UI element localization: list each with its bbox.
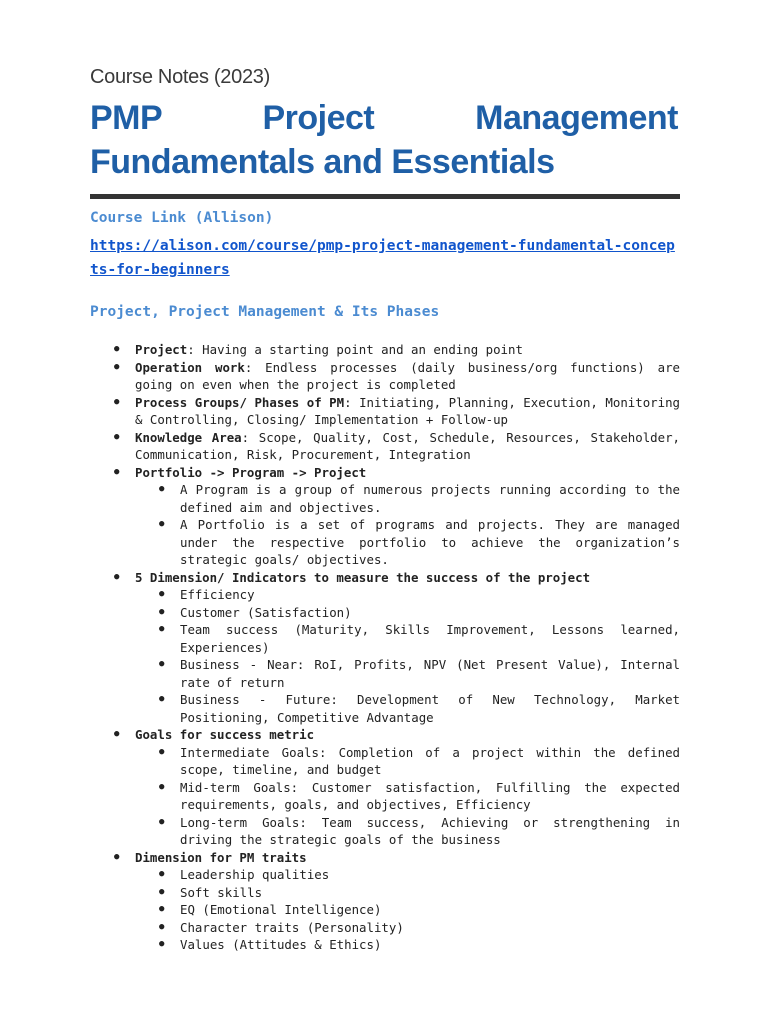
sub-list-item: ● EQ (Emotional Intelligence)	[135, 901, 680, 919]
list-item-text: Having a starting point and an ending point	[194, 342, 523, 357]
sub-list-item: ● Business - Future: Development of New Technology, Market Positioning, Competitive Advantage	[135, 691, 680, 726]
list-item-separator: :	[187, 342, 195, 357]
sub-list-item: ● Team success (Maturity, Skills Improvement, Lessons learned, Experiences)	[135, 621, 680, 656]
list-item-term: Project	[135, 342, 188, 357]
list-item	[90, 429, 680, 464]
document-title: PMP Project Management Fundamentals and Essentials	[90, 99, 678, 181]
list-item-text: Endless processes (daily business/org functions) are going on even when the project is completed	[135, 359, 680, 392]
list-item-separator: :	[344, 394, 352, 410]
list-item	[90, 341, 680, 359]
sub-list-item: ● Character traits (Personality)	[135, 919, 680, 937]
list-item-term: Knowledge Area	[135, 429, 242, 445]
sub-list-item: ● Efficiency	[135, 586, 680, 604]
list-item-separator: :	[244, 359, 253, 375]
sub-list-item: ● Intermediate Goals: Completion of a project within the defined scope, timeline, and budget	[135, 744, 680, 779]
list-item-term: Process Groups/ Phases of PM	[135, 394, 345, 410]
sub-list-item: ● A Program is a group of numerous projects running according to the defined aim and objectives.	[135, 481, 680, 516]
list-item	[90, 569, 680, 727]
list-item-term: Dimension for PM traits	[135, 849, 307, 865]
list-item-term: 5 Dimension/ Indicators to measure the success of the project	[135, 569, 591, 585]
sub-list-item: ● Leadership qualities	[135, 866, 680, 884]
notes-list	[90, 341, 680, 954]
list-item-term: Operation work	[135, 359, 245, 375]
list-item	[90, 359, 680, 394]
sub-list	[135, 481, 680, 569]
list-item	[90, 849, 680, 954]
sub-list	[135, 866, 680, 954]
course-link-url[interactable]: https://alison.com/course/pmp-project-management-fundamental-concepts-for-beginners	[90, 238, 675, 278]
list-item	[90, 394, 680, 429]
sub-list-item: ● Mid-term Goals: Customer satisfaction, Fulfilling the expected requirements, goals, and objectives, Efficiency	[135, 779, 680, 814]
sub-list-item: ● Long-term Goals: Team success, Achieving or strengthening in driving the strategic goals of the business	[135, 814, 680, 849]
list-item	[90, 726, 680, 849]
sub-list-item: ● Customer (Satisfaction)	[135, 604, 680, 622]
sub-list	[135, 586, 680, 726]
list-item-text: Scope, Quality, Cost, Schedule, Resources, Stakeholder, Communication, Risk, Procurement, Integration	[135, 429, 681, 462]
list-item-separator: :	[241, 429, 250, 445]
section-heading: Project, Project Management & Its Phases	[90, 304, 440, 320]
sub-list-item: ● Values (Attitudes & Ethics)	[135, 936, 680, 954]
list-item-term: Portfolio -> Program -> Project	[135, 464, 367, 480]
list-item-text: Initiating, Planning, Execution, Monitoring & Controlling, Closing/ Implementation + Follow-up	[135, 394, 681, 427]
sub-list	[135, 744, 680, 849]
sub-list-item: ● Soft skills	[135, 884, 680, 902]
course-link-label: Course Link (Allison)	[90, 210, 274, 226]
sub-list-item: ● A Portfolio is a set of programs and projects. They are managed under the respective portfolio to achieve the organization’s strategic goals/ objectives.	[135, 516, 680, 569]
list-item	[90, 464, 680, 569]
list-item-term: Goals for success metric	[135, 727, 315, 742]
title-divider	[90, 194, 680, 199]
sub-list-item: ● Business - Near: RoI, Profits, NPV (Net Present Value), Internal rate of return	[135, 656, 680, 691]
document-subtitle: Course Notes (2023)	[90, 66, 270, 88]
